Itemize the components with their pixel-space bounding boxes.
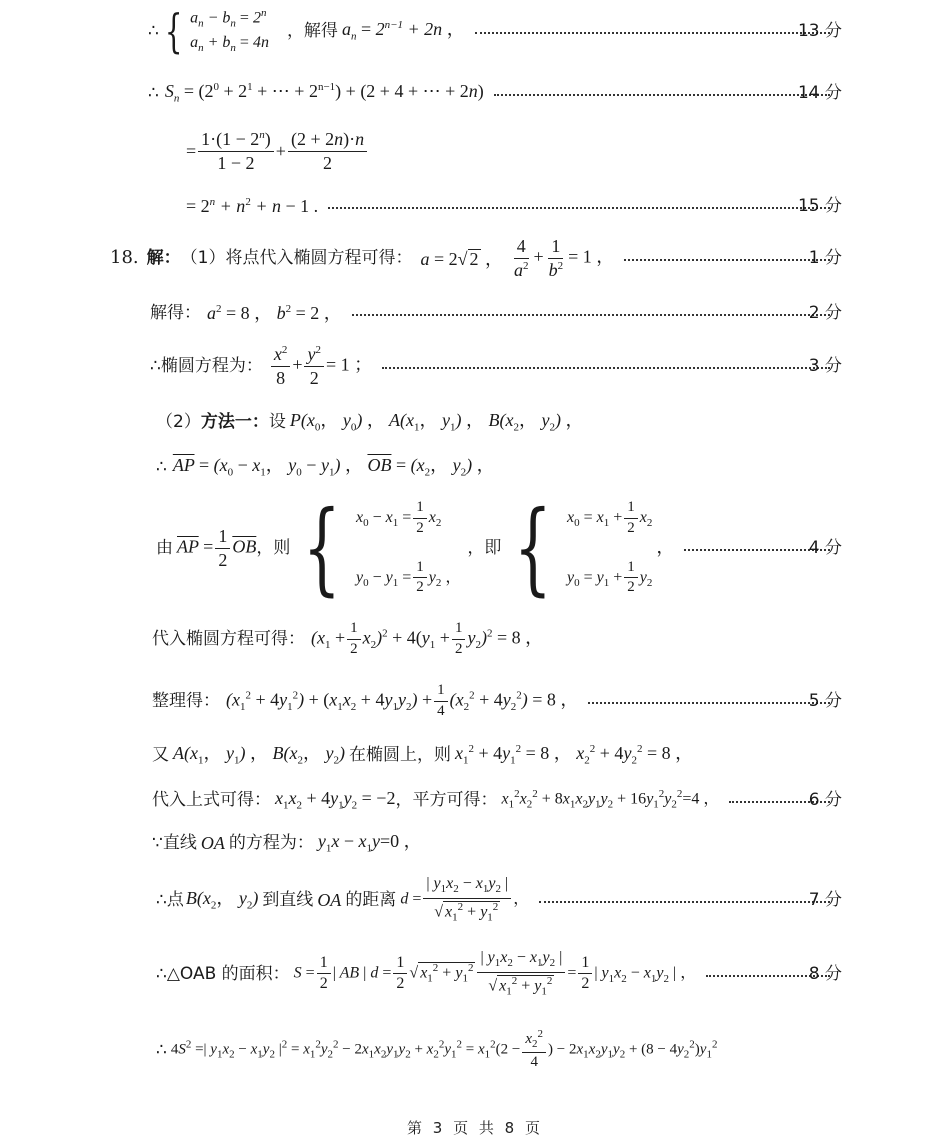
line-eq-label: 的方程为： — [228, 832, 314, 853]
part2-method1: （2） 方法一： 设 $P(x_0$， $y_0$) ， $A(x_1$， $y_1$) ， $B(x_2$， $y_2$) ， — [156, 409, 584, 434]
line-oa-equation: ∵直线 OA 的方程为： $y_1x - x_1y=0$ ， — [152, 830, 422, 855]
leader-dots — [328, 207, 830, 209]
eq-system-an-bn — [148, 6, 950, 56]
also-label: 又 — [152, 744, 169, 765]
score-7: 7 分 — [808, 889, 842, 910]
ab-on-ellipse: 又 $A(x_1$， $y_1$) ， $B(x_2$， $y_2$) 在椭圆上，则 $x_1^2 + 4y_1^2 = 8$ ， $x_2^2 + 4y_2^2 = 8$ ， — [152, 742, 694, 767]
solve-label: 解得： — [150, 302, 201, 323]
distance-b-to-oa: ∴点 $B(x_2$， $y_2$) 到直线 OA 的距离 d = $\frac{| y_1x_2 - x_1y_2 |}{√ x_1^2 + y_1^2}$ ， 7 分 — [156, 875, 842, 924]
point-b-label: ∴点 — [156, 889, 184, 910]
score-13: 13 分 — [797, 20, 842, 41]
sub-above-label: 代入上式可得： — [152, 789, 271, 810]
question-number: 18. — [110, 247, 139, 268]
leader-dots — [539, 901, 830, 903]
simplify-eq: 整理得： $(x_1^2 + 4y_1^2) + (x_1x_2 + 4y_1y_2)$ + $\frac{1}{4}$ $(x_2^2 + 4y_2^2) = 8$ ， 5 分 — [152, 681, 842, 719]
then-label: ，则 — [256, 537, 291, 558]
score-1: 1 分 — [808, 247, 842, 268]
leader-dots — [382, 367, 830, 369]
dist-of-label: 的距离 — [345, 889, 397, 910]
system-2: $x_0 = x_1$ + $\frac{1}{2}$ $x_2$ $y_0 = y_1$ + $\frac{1}{2}$ $y_2$ — [566, 499, 653, 596]
sn-expression: $S_n = (2^0 + 2^1$ + ⋯ + $2^{n-1}) + (2 + 4$ + ⋯ + 2n) — [164, 80, 484, 105]
eq-sn-sum — [148, 80, 950, 106]
triangle-area: ∴△OAB 的面积： S = $\frac{1}{2}$ | AB | d = $\frac{1}{2}$ √ $x_1^2 + y_1^2$ $\frac{| y_1x_2 - x_1y_2 |}{√ x_1^2 + y_1^2}$ = $\frac{1}{2}$ | $y_1x_2 - x_1y_2$ | ， 8 分 — [156, 949, 842, 998]
because-label: ∵直线 — [152, 832, 197, 853]
therefore-symbol: ∴ — [148, 82, 159, 103]
part1-text: （1）将点代入椭圆方程可得： — [180, 247, 413, 268]
part2-label: （2） — [156, 411, 201, 432]
system-1: $x_0 - x_1$ = $\frac{1}{2}$ $x_2$ $y_0 - y_1$ = $\frac{1}{2}$ $y_2$ ， — [355, 499, 462, 596]
eq-sn-result: = $2^n + n^2 + n - 1$ . 15 分 — [186, 195, 842, 216]
leader-dots — [588, 702, 830, 704]
left-brace: { — [164, 4, 183, 58]
score-4: 4 分 — [808, 537, 842, 558]
leader-dots — [624, 259, 830, 261]
eq-sn-fractions: = $\frac{1\cdot(1 - 2^n)}{1 - 2}$ + $\frac{(2 + 2n)\cdot n}{2}$ — [186, 126, 950, 176]
solve-label: ，解得 — [286, 20, 338, 41]
substitute-label: 代入椭圆方程可得： — [152, 628, 305, 649]
solve-a-b: 解得： $a^2 = 8$ ， $b^2 = 2$ ， 2 分 — [150, 302, 842, 323]
score-15: 15 分 — [797, 195, 842, 216]
method1-label: 方法一： — [200, 411, 269, 432]
dist-to-label: 到直线 — [262, 889, 314, 910]
you-label: 由 — [156, 537, 173, 558]
ellipse-point-eq: $\frac{4}{a^2}$ + $\frac{1}{b^2}$ = 1 ， — [514, 235, 615, 280]
q18-part1 — [110, 235, 950, 280]
a-value: a = 2√ 2 ， — [420, 248, 503, 269]
score-14: 14 分 — [797, 82, 842, 103]
leader-dots — [475, 32, 830, 34]
score-3: 3 分 — [808, 355, 842, 376]
arith-sum-fraction: $\frac{(2 + 2n)\cdot n}{2}$ — [288, 130, 367, 173]
score-6: 6 分 — [808, 789, 842, 810]
score-2: 2 分 — [808, 302, 842, 323]
substitute-above: 代入上式可得： $x_1x_2 + 4y_1y_2 = -2$ ，平方可得： $x_1^2x_2^2 + 8x_1x_2y_1y_2 + 16y_1^2y_2^2=4$ ， 6 分 — [152, 787, 842, 812]
therefore-symbol: ∴ — [156, 1039, 167, 1060]
geom-sum-fraction: $\frac{1\cdot(1 - 2^n)}{1 - 2}$ — [198, 130, 274, 173]
namely-label: ，即 — [467, 537, 502, 558]
left-brace: { — [303, 489, 342, 606]
system-lines: $a_n - b_n = 2^n$ $a_n + b_n = 4n$ — [190, 7, 269, 54]
area-label: ∴△OAB 的面积： — [156, 963, 290, 984]
leader-dots — [494, 94, 830, 96]
ap-half-ob-systems: 由 $\overline{AP}$ = $\frac{1}{2}$ $\overline{OB}$ ，则 { $x_0 - x_1$ = $\frac{1}{2}$ $x_2$ $y_0 - y_1$ = $\frac{1}{2}$ $y_2$ ， ，即 { $x_0 = x_1$ + $\frac{1}{2}$ $x_2$ $y_0 = y_1$ + $\frac{1}{2}$ $y_2$ ， 4 分 — [156, 489, 842, 606]
solution-label: 解： — [146, 247, 181, 268]
page-footer: 第 3 页 共 8 页 — [407, 1119, 543, 1137]
therefore-symbol: ∴ — [148, 20, 159, 41]
left-brace: { — [514, 489, 553, 606]
an-result: $a_n = 2^{n-1} + 2n$ ， — [341, 18, 465, 43]
score-8: 8 分 — [808, 963, 842, 984]
substitute-ellipse: 代入椭圆方程可得： ($x_1$ + $\frac{1}{2}$ $x_2)^2 + 4(y_1$ + $\frac{1}{2}$ $y_2)^2 = 8$ ， — [152, 619, 544, 657]
square-label: ，平方可得： — [395, 789, 498, 810]
leader-dots — [352, 314, 830, 316]
four-s-squared: ∴ $4S^2$ =| $y_1x_2 - x_1y_2$ $|^2 = x_1^2y_2^2 - 2x_1x_2y_1y_2 + x_2^2y_1^2 = x_1^2(2$ − $\frac{x_2^2}{4}$ ) − $2x_1x_2y_1y_2 + (8 - 4y_2^2)y_1^2$ — [156, 1027, 718, 1071]
on-ellipse-label: 在椭圆上，则 — [348, 744, 451, 765]
vectors-ap-ob: ∴ $\overline{AP} = (x_0 - x_1$， $y_0 - y_1$) ， $\overline{OB} = (x_2$， $y_2$) ， — [156, 454, 495, 479]
ellipse-equation: ∴椭圆方程为： $\frac{x^2}{8}$ + $\frac{y^2}{2}$ = 1 ； 3 分 — [150, 343, 842, 388]
simplify-label: 整理得： — [152, 690, 220, 711]
therefore-symbol: ∴ — [156, 456, 167, 477]
score-5: 5 分 — [808, 690, 842, 711]
let-label: 设 — [268, 411, 286, 432]
ellipse-eq-label: ∴椭圆方程为： — [150, 355, 263, 376]
